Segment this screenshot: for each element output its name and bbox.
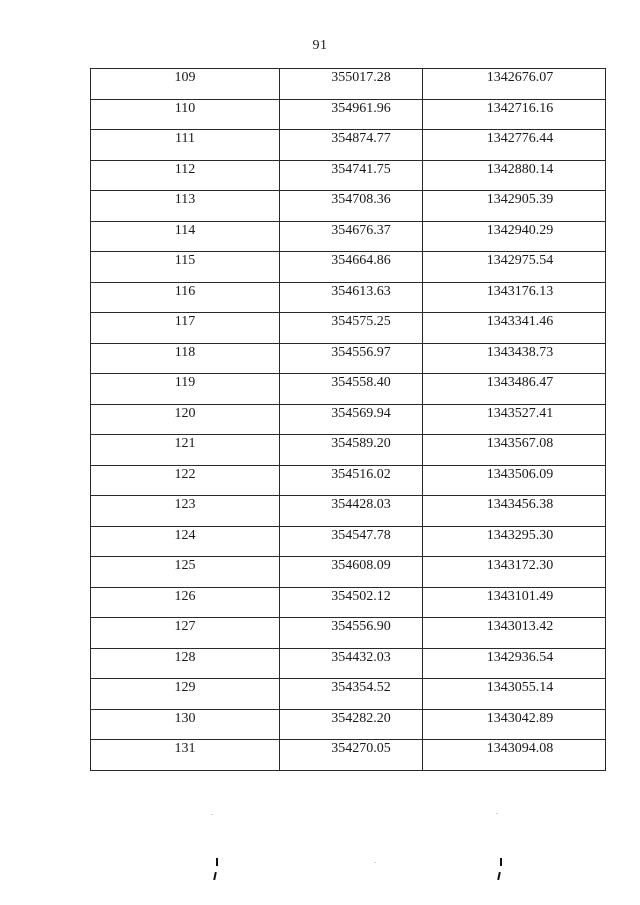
- point-id-cell: 118: [91, 343, 280, 374]
- scan-speck: ․: [374, 858, 377, 865]
- x-coordinate-cell: 354502.12: [280, 587, 423, 618]
- point-id-cell: 114: [91, 221, 280, 252]
- point-id-cell: 116: [91, 282, 280, 313]
- point-id-cell: 130: [91, 709, 280, 740]
- point-id-cell: 129: [91, 679, 280, 710]
- table-row: [91, 709, 606, 740]
- x-coordinate-cell: 354282.20: [280, 709, 423, 740]
- point-id-cell: 124: [91, 526, 280, 557]
- table-row: [91, 221, 606, 252]
- table-row: [91, 404, 606, 435]
- coordinates-table-body: [91, 69, 606, 771]
- point-id-cell: 126: [91, 587, 280, 618]
- point-id-cell: 119: [91, 374, 280, 405]
- y-coordinate-cell: 1342905.39: [423, 191, 606, 222]
- table-row: [91, 160, 606, 191]
- scan-mark: [213, 872, 217, 880]
- table-row: [91, 679, 606, 710]
- table-row: [91, 191, 606, 222]
- coordinates-table: [90, 68, 606, 771]
- point-id-cell: 131: [91, 740, 280, 771]
- scan-speck: ․: [211, 810, 214, 817]
- table-row: [91, 435, 606, 466]
- x-coordinate-cell: 354516.02: [280, 465, 423, 496]
- table-row: [91, 526, 606, 557]
- y-coordinate-cell: 1343176.13: [423, 282, 606, 313]
- x-coordinate-cell: 354556.90: [280, 618, 423, 649]
- x-coordinate-cell: 354575.25: [280, 313, 423, 344]
- point-id-cell: 115: [91, 252, 280, 283]
- table-row: [91, 343, 606, 374]
- x-coordinate-cell: 355017.28: [280, 69, 423, 100]
- x-coordinate-cell: 354556.97: [280, 343, 423, 374]
- point-id-cell: 121: [91, 435, 280, 466]
- table-row: [91, 465, 606, 496]
- scan-mark: [497, 872, 501, 880]
- table-row: [91, 282, 606, 313]
- scan-mark: [216, 858, 218, 866]
- x-coordinate-cell: 354708.36: [280, 191, 423, 222]
- table-row: [91, 648, 606, 679]
- y-coordinate-cell: 1343486.47: [423, 374, 606, 405]
- y-coordinate-cell: 1343341.46: [423, 313, 606, 344]
- y-coordinate-cell: 1342940.29: [423, 221, 606, 252]
- point-id-cell: 112: [91, 160, 280, 191]
- table-row: [91, 557, 606, 588]
- table-row: [91, 313, 606, 344]
- y-coordinate-cell: 1342776.44: [423, 130, 606, 161]
- point-id-cell: 120: [91, 404, 280, 435]
- x-coordinate-cell: 354874.77: [280, 130, 423, 161]
- table-row: [91, 618, 606, 649]
- table-row: [91, 587, 606, 618]
- y-coordinate-cell: 1343456.38: [423, 496, 606, 527]
- y-coordinate-cell: 1343438.73: [423, 343, 606, 374]
- table-row: [91, 69, 606, 100]
- x-coordinate-cell: 354569.94: [280, 404, 423, 435]
- table-row: [91, 130, 606, 161]
- page-number: 91: [312, 38, 328, 53]
- y-coordinate-cell: 1343527.41: [423, 404, 606, 435]
- x-coordinate-cell: 354432.03: [280, 648, 423, 679]
- point-id-cell: 111: [91, 130, 280, 161]
- y-coordinate-cell: 1342880.14: [423, 160, 606, 191]
- table-row: [91, 252, 606, 283]
- x-coordinate-cell: 354589.20: [280, 435, 423, 466]
- scan-mark: [500, 858, 502, 866]
- x-coordinate-cell: 354547.78: [280, 526, 423, 557]
- point-id-cell: 122: [91, 465, 280, 496]
- x-coordinate-cell: 354676.37: [280, 221, 423, 252]
- y-coordinate-cell: 1343506.09: [423, 465, 606, 496]
- x-coordinate-cell: 354428.03: [280, 496, 423, 527]
- x-coordinate-cell: 354961.96: [280, 99, 423, 130]
- scan-speck: ․: [496, 809, 499, 816]
- table-row: [91, 496, 606, 527]
- point-id-cell: 109: [91, 69, 280, 100]
- x-coordinate-cell: 354613.63: [280, 282, 423, 313]
- y-coordinate-cell: 1343094.08: [423, 740, 606, 771]
- y-coordinate-cell: 1342676.07: [423, 69, 606, 100]
- y-coordinate-cell: 1342716.16: [423, 99, 606, 130]
- y-coordinate-cell: 1342936.54: [423, 648, 606, 679]
- point-id-cell: 123: [91, 496, 280, 527]
- point-id-cell: 128: [91, 648, 280, 679]
- y-coordinate-cell: 1343042.89: [423, 709, 606, 740]
- y-coordinate-cell: 1343013.42: [423, 618, 606, 649]
- point-id-cell: 125: [91, 557, 280, 588]
- table-row: [91, 374, 606, 405]
- y-coordinate-cell: 1343172.30: [423, 557, 606, 588]
- x-coordinate-cell: 354270.05: [280, 740, 423, 771]
- point-id-cell: 117: [91, 313, 280, 344]
- point-id-cell: 127: [91, 618, 280, 649]
- y-coordinate-cell: 1343055.14: [423, 679, 606, 710]
- point-id-cell: 113: [91, 191, 280, 222]
- point-id-cell: 110: [91, 99, 280, 130]
- x-coordinate-cell: 354608.09: [280, 557, 423, 588]
- y-coordinate-cell: 1343101.49: [423, 587, 606, 618]
- x-coordinate-cell: 354741.75: [280, 160, 423, 191]
- y-coordinate-cell: 1343567.08: [423, 435, 606, 466]
- x-coordinate-cell: 354558.40: [280, 374, 423, 405]
- table-row: [91, 99, 606, 130]
- y-coordinate-cell: 1342975.54: [423, 252, 606, 283]
- x-coordinate-cell: 354354.52: [280, 679, 423, 710]
- x-coordinate-cell: 354664.86: [280, 252, 423, 283]
- table-row: [91, 740, 606, 771]
- y-coordinate-cell: 1343295.30: [423, 526, 606, 557]
